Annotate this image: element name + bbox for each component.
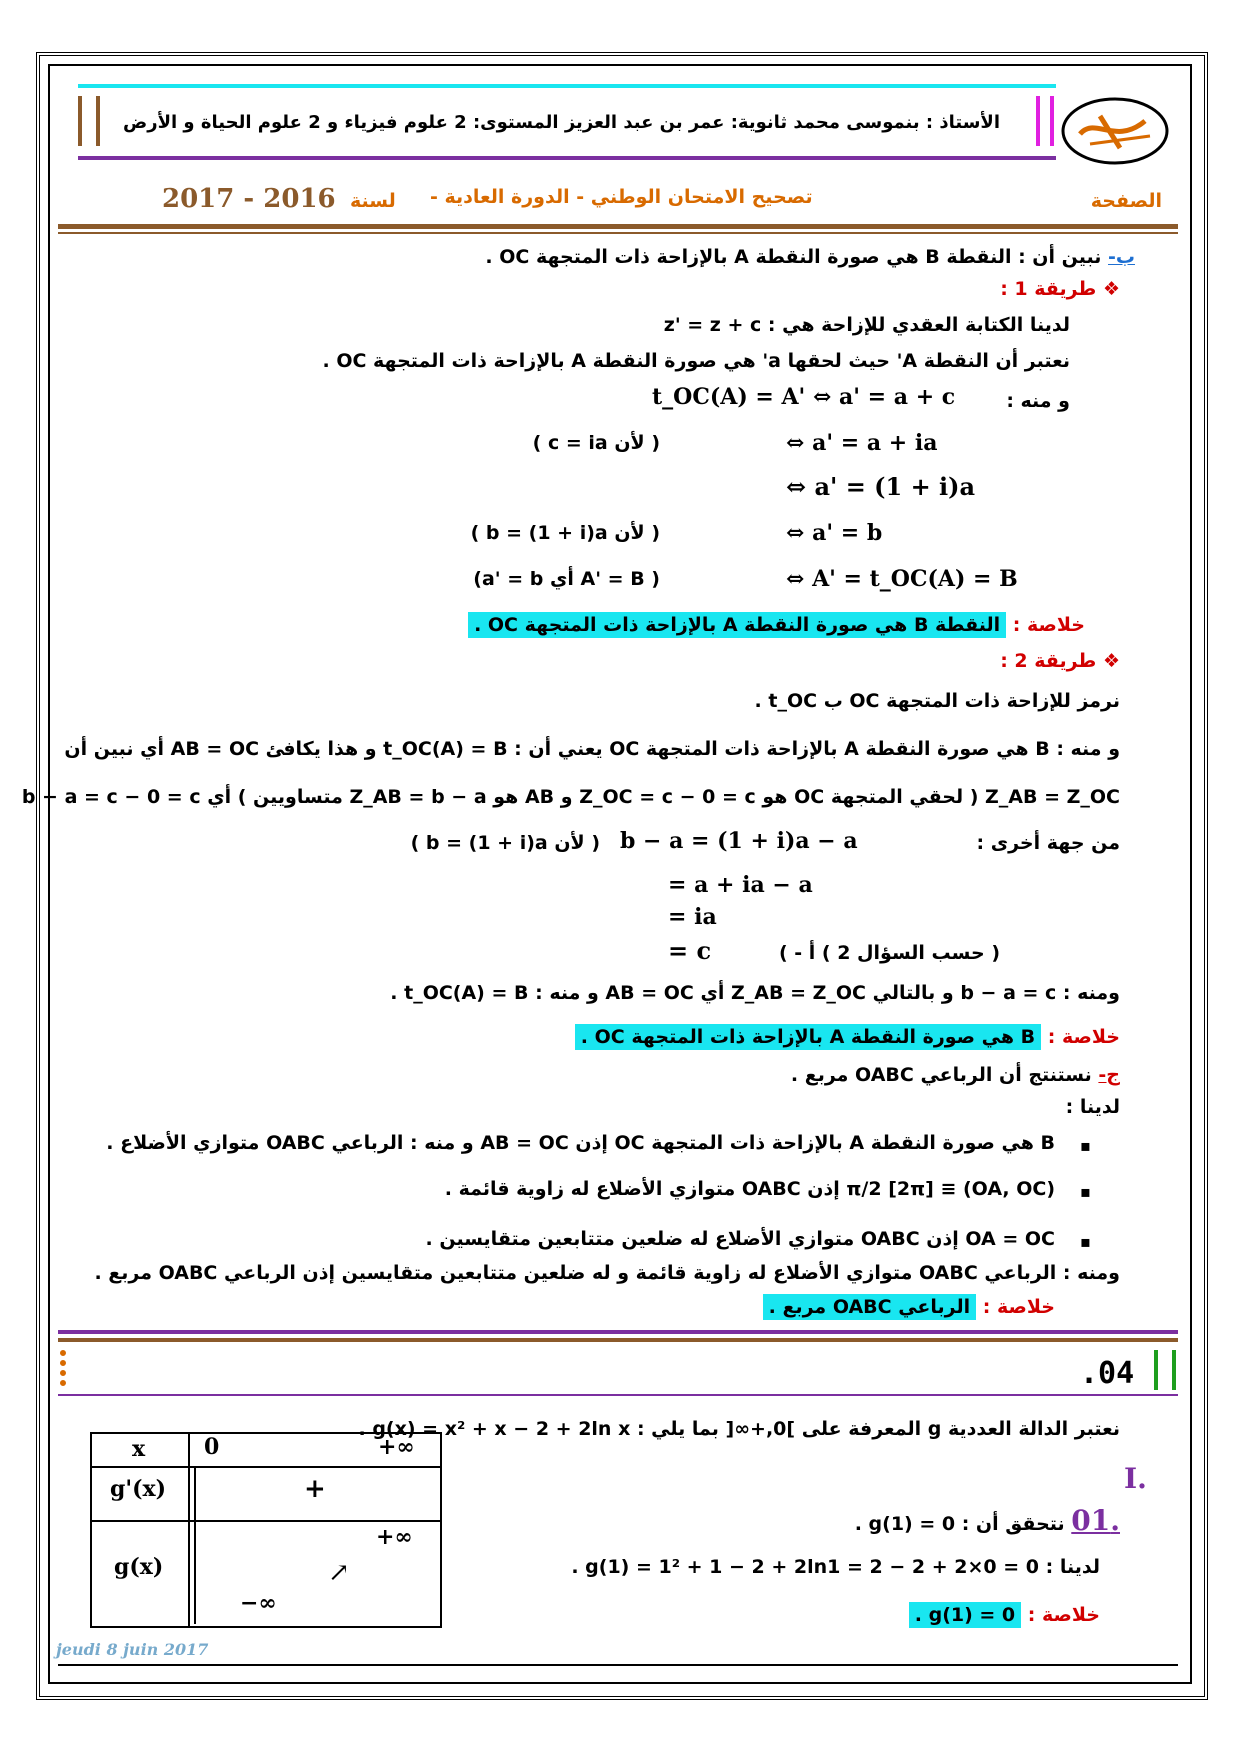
- method-2-title: [1000, 650, 1120, 672]
- orange-marks: [60, 1350, 74, 1386]
- table-g-bottom: −∞: [240, 1590, 277, 1616]
- conclusion-2: [575, 1026, 1120, 1048]
- part-c-then: ومنه : الرباعي OABC متوازي الأضلاع له زاوية قائمة و له ضلعين متتابعين متقايسين إذن الرباعي OABC مربع .: [94, 1262, 1120, 1284]
- m2-then: ومنه : b − a = c و بالتالي Z_AB = Z_OC أي AB = OC و منه : t_OC(A) = B .: [390, 982, 1120, 1004]
- part-c-conclusion-label: خلاصة :: [982, 1296, 1055, 1318]
- m1-eq5-reason: ( A' = B أي a' = b): [473, 568, 660, 590]
- header-bottom-rule: [58, 224, 1178, 229]
- exercise-part: I.: [1124, 1462, 1147, 1495]
- m2-other: من جهة أخرى :: [976, 832, 1120, 854]
- year-label: لسنة: [350, 190, 396, 212]
- section-rule-1: [58, 1330, 1178, 1334]
- header-teacher-line: الأستاذ : بنموسى محمد ثانوية: عمر بن عبد العزيز المستوى: 2 علوم فيزياء و 2 علوم الحياة و الأرض: [123, 112, 1000, 133]
- section-rule-3: [58, 1394, 1178, 1396]
- variation-table: [90, 1432, 442, 1628]
- m1-eq5: ⇔ A' = t_OC(A) = B: [786, 566, 1018, 592]
- table-g-label: g(x): [114, 1554, 164, 1580]
- m2-line-3: Z_AB = Z_OC ( لحقي المتجهة OC هو Z_OC = c − 0 = c و AB هو Z_AB = b − a متساويين ) أي b − a = c − 0 = c: [21, 786, 1120, 808]
- conclusion-2-label: خلاصة :: [1047, 1026, 1120, 1048]
- part-c-b2: (OA, OC) ≡ π/2 [2π] إذن OABC متوازي الأضلاع له زاوية قائمة .: [444, 1178, 1055, 1200]
- diamond-icon: ❖: [1102, 650, 1120, 672]
- header-right-deco: [1036, 96, 1054, 146]
- m1-line-1: لدينا الكتابة العقدي للإزاحة هي : z' = z + c: [663, 314, 1070, 336]
- conclusion-1-text: النقطة B هي صورة النقطة A بالإزاحة ذات المتجهة OC .: [468, 612, 1006, 638]
- m2-eq1-reason: ( لأن b = (1 + i)a ): [410, 832, 600, 854]
- header-top-rule: [78, 84, 1056, 88]
- table-hline-2: [92, 1520, 440, 1522]
- part-c-label: ج-: [1098, 1064, 1120, 1086]
- header-mid-rule: [78, 156, 1056, 160]
- m2-eq1: b − a = (1 + i)a − a: [620, 828, 858, 854]
- table-gp-sign: +: [304, 1474, 326, 1504]
- table-hline-1: [92, 1466, 440, 1468]
- conclusion-1: [468, 614, 1085, 636]
- m1-eq2-reason: ( لأن c = ia ): [532, 432, 660, 454]
- part-b-label: ب-: [1108, 246, 1135, 268]
- exercise-calc: لدينا : g(1) = 1² + 1 − 2 + 2ln1 = 2 − 2 + 2×0 = 0 .: [571, 1556, 1100, 1578]
- method-2-label: طريقة 2 :: [1000, 650, 1097, 672]
- m2-line-1: نرمز للإزاحة ذات المتجهة OC ب t_OC .: [754, 690, 1120, 712]
- footer-date: jeudi 8 juin 2017: [56, 1640, 209, 1659]
- table-gp-label: g'(x): [110, 1476, 167, 1502]
- header-left-deco: [78, 96, 100, 146]
- exercise-question-text: نتحقق أن : g(1) = 0 .: [854, 1513, 1065, 1535]
- m1-and: و منه :: [1006, 390, 1070, 412]
- exercise-conclusion-text: g(1) = 0 .: [909, 1602, 1021, 1628]
- exam-title: تصحيح الامتحان الوطني - الدورة العادية -: [430, 186, 813, 208]
- diamond-icon: ❖: [1102, 278, 1120, 300]
- part-c-question-text: نستنتج أن الرباعي OABC مربع .: [790, 1064, 1092, 1086]
- bullet-icon: ▪: [1080, 1232, 1091, 1251]
- m2-eq2: = a + ia − a: [668, 872, 813, 898]
- table-x-label: x: [132, 1436, 146, 1462]
- header-bottom-rule-2: [58, 232, 1178, 234]
- part-c-b3: OA = OC إذن OABC متوازي الأضلاع له ضلعين متتابعين متقايسين .: [425, 1228, 1055, 1250]
- m2-line-2: و منه : B هي صورة النقطة A بالإزاحة ذات المتجهة OC يعني أن : t_OC(A) = B و هذا يكافئ AB = OC أي نبين أن: [64, 738, 1120, 760]
- year-value: 2017 - 2016: [162, 184, 336, 214]
- part-c-b1: B هي صورة النقطة A بالإزاحة ذات المتجهة OC إذن AB = OC و منه : الرباعي OABC متوازي الأضلاع .: [106, 1132, 1055, 1154]
- part-c-we-have: لدينا :: [1065, 1096, 1120, 1118]
- table-x-start: 0: [204, 1434, 220, 1460]
- table-vline-double: [194, 1466, 196, 1624]
- m2-eq4: = c: [668, 936, 712, 965]
- exercise-conclusion-label: خلاصة :: [1027, 1604, 1100, 1626]
- m1-eq1: t_OC(A) = A' ⇔ a' = a + c: [652, 384, 956, 410]
- part-c-question: [791, 1064, 1120, 1086]
- table-g-top: +∞: [376, 1524, 413, 1550]
- page-label: الصفحة: [1090, 190, 1162, 212]
- part-b-question: [485, 246, 1135, 268]
- exercise-conclusion: [909, 1604, 1100, 1626]
- bullet-icon: ▪: [1080, 1182, 1091, 1201]
- m1-eq2: ⇔ a' = a + ia: [786, 430, 938, 456]
- exercise-question-num: .01: [1071, 1504, 1120, 1537]
- method-1-label: طريقة 1 :: [1000, 278, 1097, 300]
- conclusion-1-label: خلاصة :: [1012, 614, 1085, 636]
- logo-icon: [1060, 96, 1170, 166]
- m1-line-2: نعتبر أن النقطة A' حيث لحقها a' هي صورة النقطة A بالإزاحة ذات المتجهة OC .: [322, 350, 1070, 372]
- part-c-conclusion: [763, 1296, 1055, 1318]
- m2-eq4-reason: ( حسب السؤال 2 ) أ - ): [778, 942, 1000, 964]
- table-vline: [188, 1434, 190, 1626]
- exercise-question: [855, 1504, 1120, 1537]
- section-rule-2: [58, 1338, 1178, 1342]
- m1-eq4: ⇔ a' = b: [786, 520, 883, 546]
- footer-rule: [58, 1664, 1178, 1666]
- m2-eq3: = ia: [668, 904, 717, 930]
- part-b-question-text: نبين أن : النقطة B هي صورة النقطة A بالإزاحة ذات المتجهة OC .: [485, 246, 1102, 268]
- table-arrow-icon: ↗: [328, 1558, 350, 1588]
- method-1-title: [1000, 278, 1120, 300]
- exercise-intro: نعتبر الدالة العددية g المعرفة على ]0,+∞[ بما يلي : g(x) = x² + x − 2 + 2ln x .: [358, 1418, 1120, 1440]
- table-x-end: +∞: [378, 1434, 415, 1460]
- exercise-green-bars: [1154, 1350, 1176, 1390]
- conclusion-2-text: B هي صورة النقطة A بالإزاحة ذات المتجهة OC .: [575, 1024, 1041, 1050]
- exercise-number: .04: [1080, 1356, 1135, 1391]
- m1-eq3: ⇔ a' = (1 + i)a: [786, 472, 976, 501]
- m1-eq4-reason: ( لأن b = (1 + i)a ): [470, 522, 660, 544]
- bullet-icon: ▪: [1080, 1136, 1091, 1155]
- part-c-conclusion-text: الرباعي OABC مربع .: [763, 1294, 977, 1320]
